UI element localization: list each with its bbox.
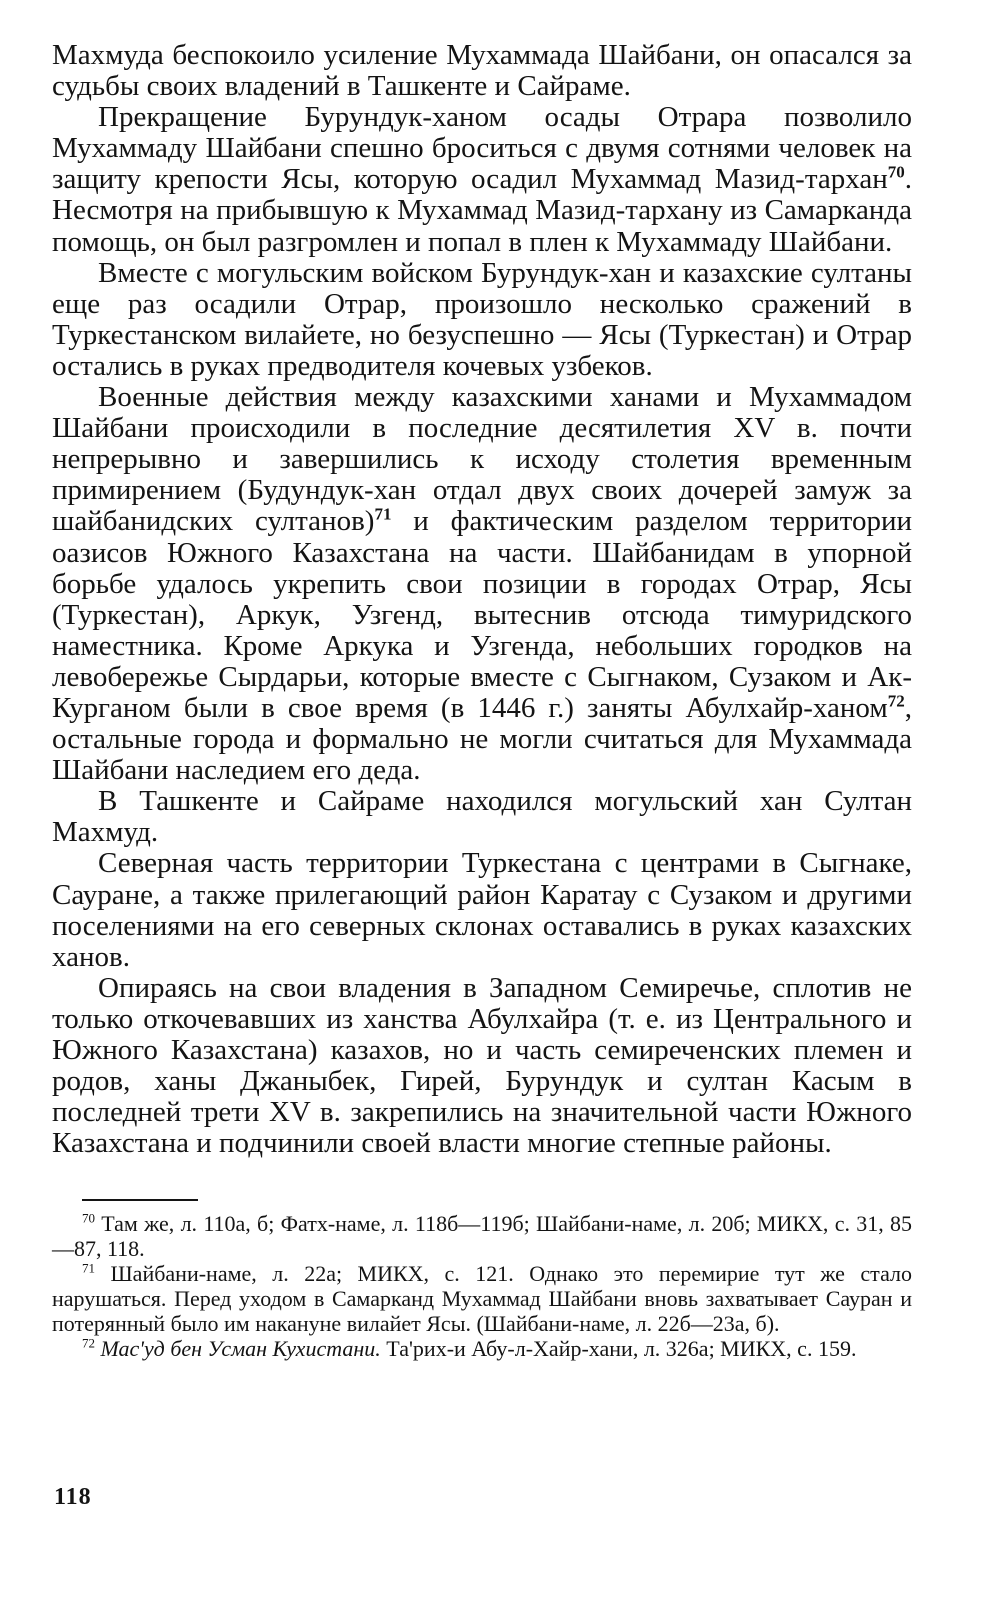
footnote-72-text: Та'рих-и Абу-л-Хайр-хани, л. 326а; МИКХ, с. 159.	[380, 1336, 857, 1362]
footnote-ref-71[interactable]: 71	[374, 504, 392, 524]
paragraph-4-text-after: , остальные города и формально не могли считаться для Мухаммада Шайбани наследием его деда.	[52, 691, 912, 787]
footnote-70	[52, 1211, 912, 1261]
footnote-divider	[82, 1199, 198, 1201]
paragraph-7-text: Опираясь на свои владения в Западном Семиречье, сплотив не только откочевавших из ханства Абулхайра (т. е. из Центрального и Южного Казахстана) казахов, но и часть семиреченских племен и родов, ханы Джаныбек, Гирей, Бурундук и султан Касым в последней трети XV в. закрепились на значительной части Южного Казахстана и подчинили своей власти многие степные районы.	[52, 971, 912, 1160]
paragraph-2-text-after: . Несмотря на прибывшую к Мухаммад Мазид-тархану из Самарканда помощь, он был разгромлен и попал в плен к Мухаммаду Шайбани.	[52, 163, 912, 258]
footnote-71	[52, 1261, 912, 1336]
paragraph-3-text: Вместе с могульским войском Бурундук-хан и казахские султаны еще раз осадили Отрар, произошло несколько сражений в Туркестанском вилайете, но безуспешно — Ясы (Туркестан) и Отрар остались в руках предводителя кочевых узбеков.	[52, 256, 912, 382]
paragraph-2-text-before: Прекращение Бурундук-ханом осады Отрара позволило Мухаммаду Шайбани спешно броситься с двумя сотнями человек на защиту крепости Ясы, которую осадил Мухаммад Мазид-тархан	[52, 101, 912, 196]
footnotes	[52, 1211, 912, 1361]
paragraph-4-text-before: Военные действия между казахскими ханами и Мухаммадом Шайбани происходили в последние десятилетия XV в. почти непрерывно и завершились к исходу столетия временным примирением (Будундук-хан отдал двух своих дочерей замуж за шайбанидских султанов)	[52, 381, 912, 538]
paragraph-7	[52, 973, 912, 1160]
footnote-71-number: 71	[82, 1261, 95, 1277]
footnote-70-text: Там же, л. 110а, б; Фатх-наме, л. 118б—119б; Шайбани-наме, л. 20б; МИКХ, с. 31, 85—87, 118.	[52, 1211, 913, 1262]
paragraph-6-text: Северная часть территории Туркестана с центрами в Сыгнаке, Сауране, а также прилегающий район Каратау с Сузаком и другими поселениями на его северных склонах оставались в руках казахских ханов.	[52, 847, 912, 973]
footnote-ref-70[interactable]: 70	[887, 162, 905, 182]
paragraph-4	[52, 382, 912, 786]
paragraph-1-text: Махмуда беспокоило усиление Мухаммада Шайбани, он опасался за судьбы своих владений в Ташкенте и Сайраме.	[52, 39, 912, 103]
paragraph-5	[52, 786, 912, 848]
footnote-72	[52, 1336, 912, 1361]
footnote-70-number: 70	[82, 1211, 95, 1227]
page-number: 118	[54, 1484, 92, 1510]
footnote-71-text: Шайбани-наме, л. 22а; МИКХ, с. 121. Однако это перемирие тут же стало нарушаться. Перед уходом в Самарканд Мухаммад Шайбани вновь захватывает Сауран и потерянный было им накануне вилайет Ясы. (Шайбани-наме, л. 22б—23а, б).	[52, 1261, 913, 1337]
paragraph-1	[52, 40, 912, 102]
paragraph-2	[52, 102, 912, 257]
footnote-72-number: 72	[82, 1336, 95, 1352]
paragraph-3	[52, 258, 912, 382]
book-page	[52, 40, 912, 1361]
footnote-ref-72[interactable]: 72	[887, 691, 905, 711]
footnote-72-author: Мас'уд бен Усман Кухистани.	[100, 1336, 381, 1362]
paragraph-6	[52, 848, 912, 972]
paragraph-4-text-middle: и фактическим разделом территории оазисов Южного Казахстана на части. Шайбанидам в упорной борьбе удалось укрепить свои позиции в городах Отрар, Ясы (Туркестан), Аркук, Узгенд, вытеснив отсюда тимуридского наместника. Кроме Аркука и Узгенда, небольших городков на левобережье Сырдарьи, которые вместе с Сыгнаком, Сузаком и Ак-Курганом были в свое время (в 1446 г.) заняты Абулхайр-ханом	[52, 505, 913, 724]
paragraph-5-text: В Ташкенте и Сайраме находился могульский хан Султан Махмуд.	[52, 785, 912, 849]
